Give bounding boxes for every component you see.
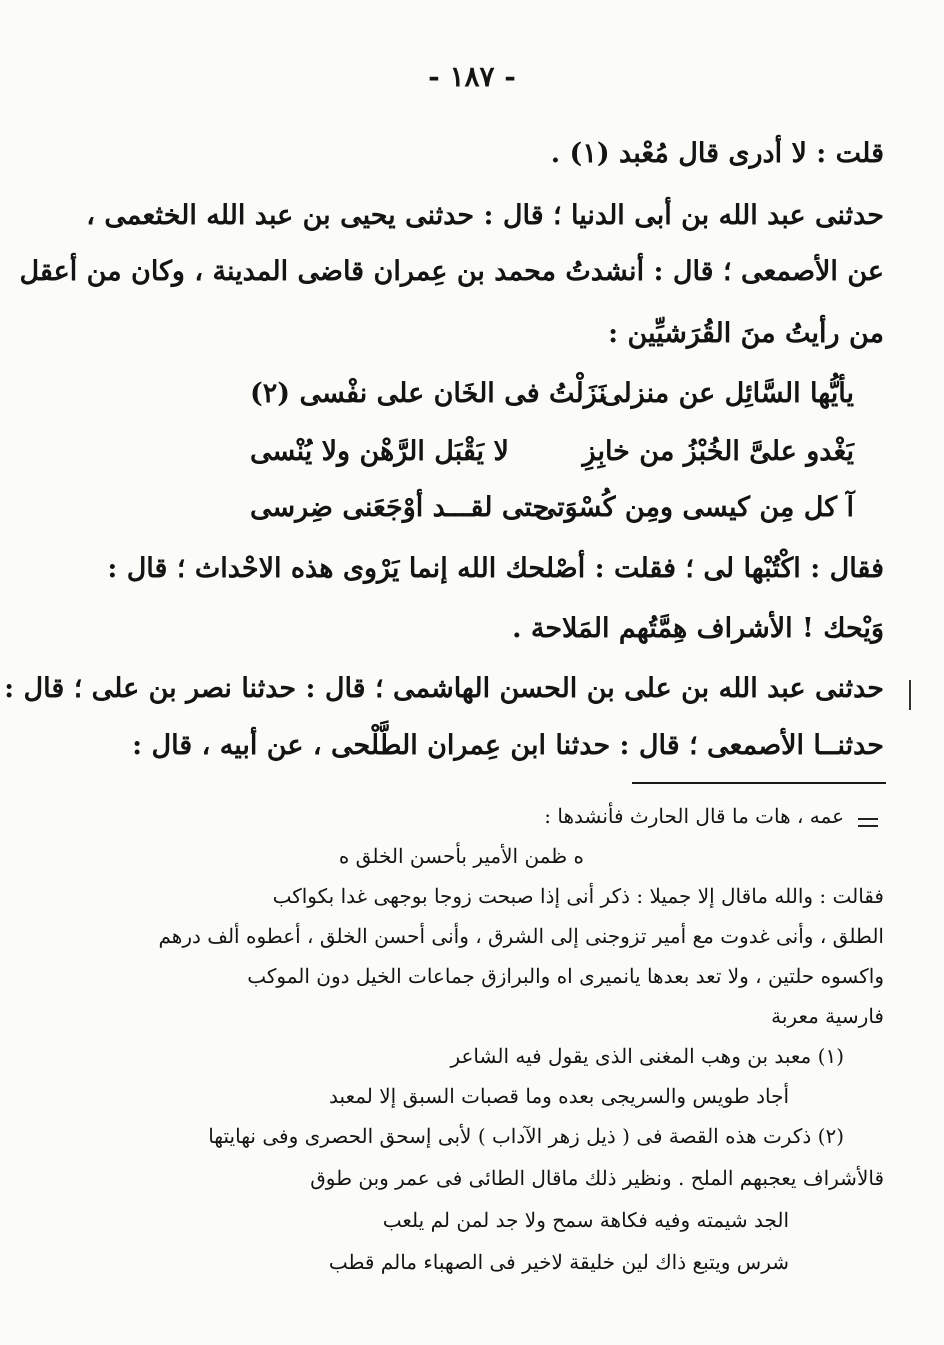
continuation-mark	[858, 818, 878, 832]
verse-1-first-hemistich: يأيُّها السَّائِل عن منزلى	[600, 378, 854, 409]
footnote-line-10: قالأشراف يعجبهم الملح . ونظير ذلك ماقال الطائى فى عمر وبن طوق	[310, 1166, 884, 1190]
footnote-line-4: الطلق ، وأنى غدوت مع أمير تزوجنى إلى الشرق ، وأنى أحسن الخلق ، أعطوه ألف درهم	[158, 924, 884, 948]
footnote-line-2: ه ظمن الأمير بأحسن الخلق ه	[338, 844, 584, 868]
verse-3-second-hemistich: حتى لقـــد أوْجَعَنى ضِرسى	[250, 492, 550, 523]
body-line-5: فقال : اكْتُبْها لى ؛ فقلت : أصْلحك الله إنما يَرْوى هذه الاحْداث ؛ قال :	[107, 553, 884, 584]
footnote-line-6: فارسية معربة	[771, 1004, 884, 1028]
body-line-2: حدثنى عبد الله بن أبى الدنيا ؛ قال : حدثنى يحيى بن عبد الله الخثعمى ،	[86, 200, 884, 231]
body-line-4: من رأيتُ منَ القُرَشيِّين :	[608, 318, 884, 349]
footnote-line-1: عمه ، هات ما قال الحارث فأنشدها :	[544, 804, 844, 828]
page-number: - ١٨٧ -	[428, 60, 516, 93]
footnote-divider	[632, 782, 886, 784]
body-line-3: عن الأصمعى ؛ قال : أنشدتُ محمد بن عِمران قاضى المدينة ، وكان من أعقل	[19, 256, 884, 287]
verse-2-second-hemistich: لا يَقْبَل الرَّهْن ولا يُنْسى	[250, 436, 509, 467]
margin-mark	[909, 680, 911, 710]
footnote-line-11: الجد شيمته وفيه فكاهة سمح ولا جد لمن لم يلعب	[382, 1208, 789, 1232]
body-line-8: حدثنــا الأصمعى ؛ قال : حدثنا ابن عِمران الطَّلْحى ، عن أبيه ، قال :	[132, 730, 884, 761]
verse-2-first-hemistich: يَغْدو علىَّ الخُبْزُ من خابِزِ	[582, 436, 854, 467]
footnote-line-7: (١) معبد بن وهب المغنى الذى يقول فيه الشاعر	[450, 1044, 844, 1068]
verse-3-first-hemistich: آ كل مِن كيسى ومِن كُسْوَتى	[534, 492, 854, 523]
body-line-6: وَيْحك ! الأشراف هِمَّتُهم المَلاحة .	[512, 613, 884, 644]
body-line-1: قلت : لا أدرى قال مُعْبد (١) .	[550, 138, 884, 169]
footnote-line-3: فقالت : والله ماقال إلا جميلا : ذكر أنى إذا صبحت زوجا بوجهى غدا بكواكب	[272, 884, 884, 908]
footnote-line-9: (٢) ذكرت هذه القصة فى ( ذيل زهر الآداب ) لأبى إسحق الحصرى وفى نهايتها	[208, 1124, 844, 1148]
footnote-line-5: واكسوه حلتين ، ولا تعد بعدها يانميرى اه والبرازق جماعات الخيل دون الموكب	[247, 964, 884, 988]
footnote-line-8: أجاد طويس والسريجى بعده وما قصبات السبق إلا لمعبد	[329, 1084, 789, 1108]
verse-1-second-hemistich: نَزَلْتُ فى الخَان على نفْسى (٢)	[250, 378, 607, 409]
body-line-7: حدثنى عبد الله بن على بن الحسن الهاشمى ؛ قال : حدثنا نصر بن على ؛ قال :	[4, 673, 884, 704]
footnote-line-12: شرس ويتبع ذاك لين خليقة لاخير فى الصهباء مالم قطب	[328, 1250, 789, 1274]
